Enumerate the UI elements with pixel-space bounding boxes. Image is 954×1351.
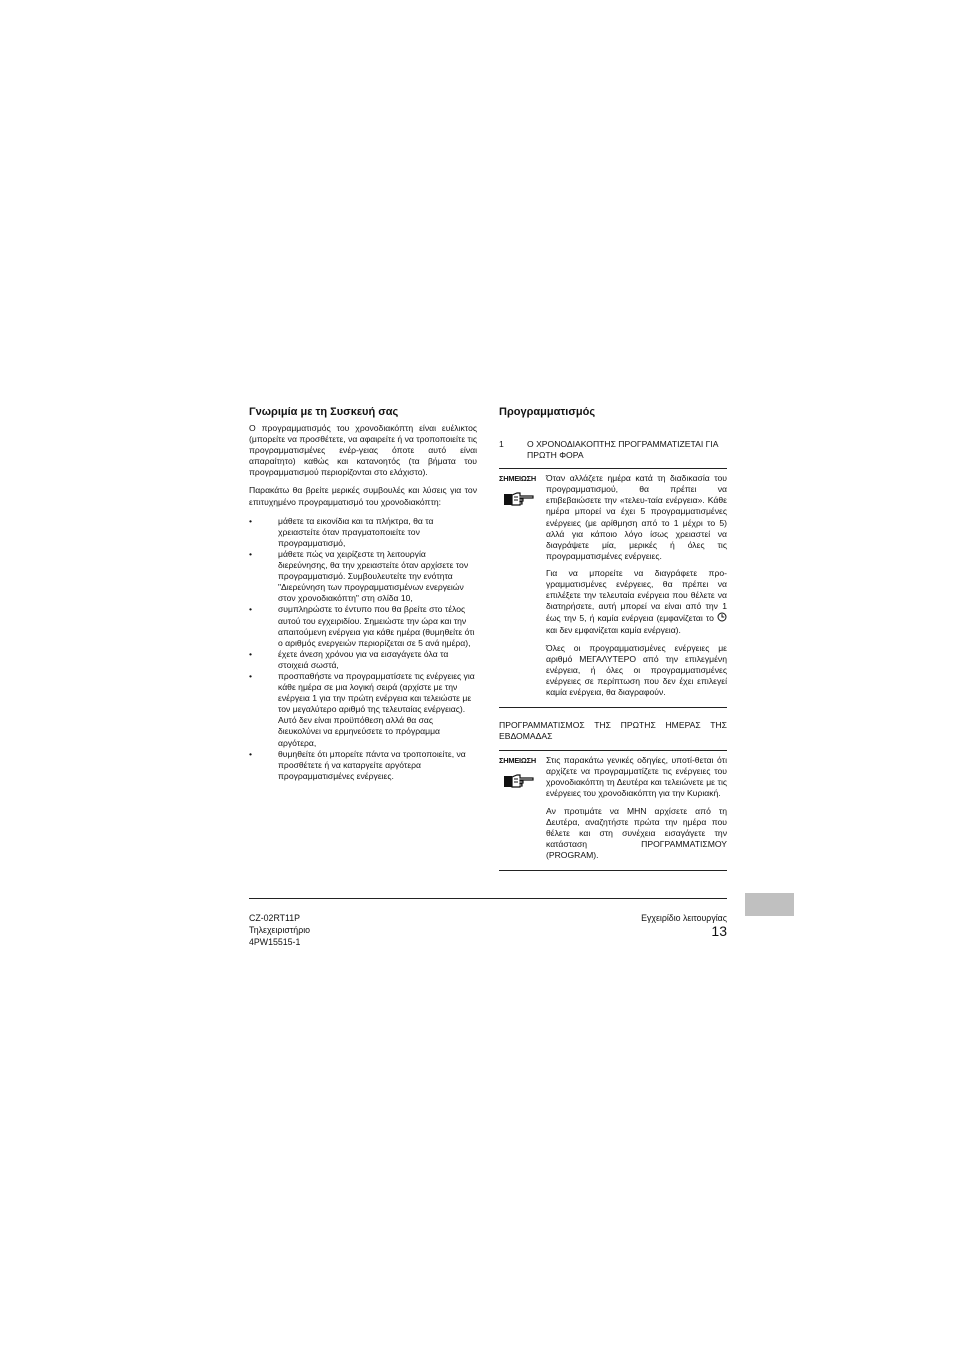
note-label-cell xyxy=(499,755,546,867)
footer-right xyxy=(641,912,727,938)
chapter-tab xyxy=(745,893,794,916)
note-block-1 xyxy=(499,469,727,707)
footer-divider xyxy=(249,898,727,899)
step-text: Ο ΧΡΟΝΟΔΙΑΚΟΠΤΗΣ ΠΡΟΓΡΑΜΜΑΤΙΖΕΤΑΙ ΓΙΑ ΠΡΩΤΗ ΦΟΡΑ xyxy=(527,439,719,461)
note-body xyxy=(546,473,727,704)
divider xyxy=(499,707,727,708)
tips-list xyxy=(249,516,477,782)
product-name: Τηλεχειριστήριο xyxy=(249,925,311,935)
list-item: • θυμηθείτε ότι μπορείτε πάντα να τροποποιείτε, να προσθέτετε ή να καταργείτε αργότερα προγραμματισμένες ενέργειες. xyxy=(249,749,477,782)
pointing-hand-icon xyxy=(503,490,546,511)
note-block-2 xyxy=(499,751,727,870)
left-column xyxy=(249,405,477,782)
note-label: ΣΗΜΕΙΩΣΗ xyxy=(499,474,537,484)
manual-title: Εγχειρίδιο λειτουργίας xyxy=(641,913,727,923)
note-paragraph: Όταν αλλάζετε ημέρα κατά τη διαδικασία του προγραμματισμού, θα πρέπει να επιβεβαιώσετε την «τελευ-ταία ενέργεια». Κάθε ημέρα μπορεί να έχει 5 προγραμματισμένες ενέργειες (με αρίθμηση από το 1 μέχρι το 5) αλλά για κάποιο λόγο ίσως χρειαστεί να διαγράψετε μία, μερικές ή όλες τις προγραμματισμένες ενέργειες. xyxy=(546,473,727,561)
model-number: CZ-02RT11P xyxy=(249,913,301,923)
list-item: • προσπαθήστε να προγραμματίσετε τις ενέργειες για κάθε ημέρα σε μια λογική σειρά (αρχίστε με την ενέργεια 1 για την πρώτη ενέργεια και τελειώστε με τον μεγαλύτερο αριθμό της τελευταίας ενέργειας). Αυτό δεν είναι προϋπόθεση αλλά θα σας διευκολύνει να ερμηνεύσετε το πρόγραμμα αργότερα, xyxy=(249,671,477,749)
note-paragraph: Όλες οι προγραμματισμένες ενέργειες με αριθμό ΜΕΓΑΛΥΤΕΡΟ από την επιλεγμένη ενέργεια, ή όλες οι προγραμματισμένες ενέργειες σε περίπτωση που δεν έχει επιλεγεί καμία ενέργεια, θα διαγραφούν. xyxy=(546,642,727,697)
note-label: ΣΗΜΕΙΩΣΗ xyxy=(499,756,537,766)
page-number: 13 xyxy=(711,923,727,939)
list-item: • μάθετε πώς να χειρίζεστε τη λειτουργία διερεύνησης, θα την χρειαστείτε όταν αρχίσετε τον προγραμματισμό. Συμβουλευτείτε την ενότητα "Διερεύνηση των προγραμματισμένων ενεργειών στον χρονοδιακόπτη" στη σλίδα 10, xyxy=(249,549,477,604)
step-number: 1 xyxy=(499,439,504,449)
note-paragraph: Αν προτιμάτε να ΜΗΝ αρχίσετε από τη Δευτέρα, αναζητήστε πρώτα την ημέρα που θέλετε και στη συνέχεια εισαγάγετε την κατάσταση ΠΡΟΓΡΑΜΜΑΤΙΣΜΟΥ (PROGRAM). xyxy=(546,805,727,860)
right-column xyxy=(499,405,727,871)
timer-icon xyxy=(717,612,727,625)
list-item: • μάθετε τα εικονίδια και τα πλήκτρα, θα τα χρειαστείτε όταν πραγματοποιείτε τον προγραμματισμό, xyxy=(249,516,477,549)
subsection-heading: ΠΡΟΓΡΑΜΜΑΤΙΣΜΟΣ ΤΗΣ ΠΡΩΤΗΣ ΗΜΕΡΑΣ ΤΗΣ ΕΒΔΟΜΑΔΑΣ xyxy=(499,719,727,742)
step-1 xyxy=(499,439,727,461)
section-title-getting-started: Γνωριμία με τη Συσκευή σας xyxy=(249,406,399,418)
list-item: • έχετε άνεση χρόνου για να εισαγάγετε όλα τα στοιχειά σωστά, xyxy=(249,649,477,671)
divider xyxy=(499,870,727,871)
footer-left xyxy=(249,912,310,948)
note-paragraph: Για να μπορείτε να διαγράφετε προ-γραμματισμένες ενέργειες, θα πρέπει να επιλέξετε την τελευταία ενέργεια που θέλετε να διατηρήσετε, αυτή μπορεί να είναι από την 1 έως την 5, ή καμία ενέργεια (εμφανίζεται το και δεν εμφανίζεται καμία ενέργεια). xyxy=(546,567,727,636)
tips-intro-paragraph: Παρακάτω θα βρείτε μερικές συμβουλές και λύσεις για τον επιτυχημένο προγραμματισμό του χρονοδιακόπτη: xyxy=(249,485,477,507)
intro-paragraph: Ο προγραμματισμός του χρονοδιακόπτη είναι ευέλικτος (μπορείτε να προσθέτετε, να αφαιρείτε ή να τροποποιείτε τις προγραμματισμένες ενέρ-γειας όποτε αυτό είναι απαραίτητο) καθώς και κατανοητός (τα βήματα του προγραμματισμού περιορίζονται στο ελάχιστο). xyxy=(249,423,477,478)
section-title-programming: Προγραμματισμός xyxy=(499,406,596,418)
note-label-cell xyxy=(499,473,546,704)
pointing-hand-icon xyxy=(503,772,546,793)
list-item: • συμπληρώστε το έντυπο που θα βρείτε στο τέλος αυτού του εγχειριδίου. Σημειώστε την ώρα και την απαιτούμενη ενέργεια για κάθε ημέρα (θυμηθείτε ότι ο αριθμός ενεργειών περιορίζεται σε 5 ανά ημέρα), xyxy=(249,604,477,648)
note-body xyxy=(546,755,727,867)
document-code: 4PW15515-1 xyxy=(249,937,301,947)
note-paragraph: Στις παρακάτω γενικές οδηγίες, υποτί-θεται ότι αρχίζετε να προγραμματίζετε τις ενέργειες του χρονοδιακόπτη τη Δευτέρα και τελειώνετε με τις ενέργειες του χρονοδιακόπτη για την Κυριακή. xyxy=(546,755,727,799)
